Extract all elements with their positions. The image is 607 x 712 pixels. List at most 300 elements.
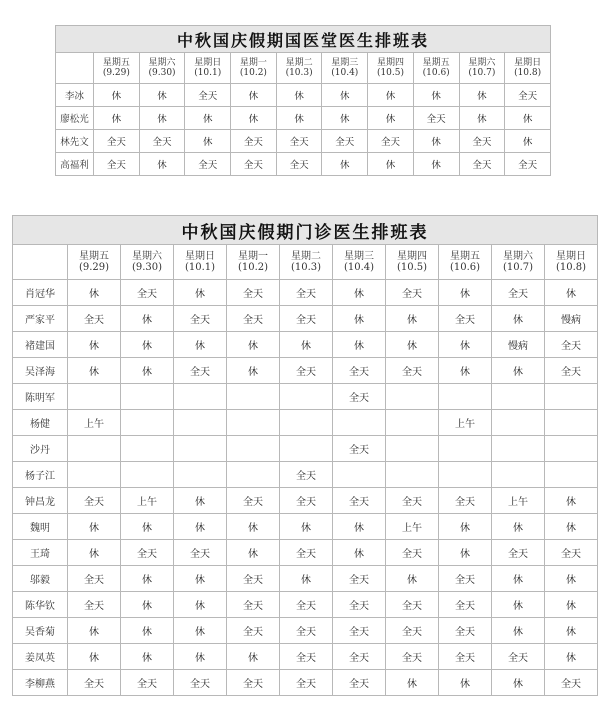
shift-cell: 全天 <box>121 670 174 696</box>
shift-cell: 休 <box>174 280 227 306</box>
shift-cell: 休 <box>386 332 439 358</box>
shift-cell: 全天 <box>386 540 439 566</box>
shift-cell: 休 <box>333 332 386 358</box>
shift-cell: 休 <box>505 130 551 153</box>
shift-cell: 休 <box>386 566 439 592</box>
doctor-name: 陈明军 <box>13 384 68 410</box>
shift-cell: 全天 <box>227 618 280 644</box>
shift-cell: 休 <box>185 107 231 130</box>
shift-cell: 休 <box>94 84 140 107</box>
doctor-row <box>13 566 598 592</box>
weekday-label: 星期一 <box>239 57 267 68</box>
shift-cell <box>174 436 227 462</box>
doctor-row <box>13 514 598 540</box>
shift-cell <box>386 436 439 462</box>
shift-cell: 休 <box>68 618 121 644</box>
shift-cell: 全天 <box>439 566 492 592</box>
shift-cell: 休 <box>492 358 545 384</box>
shift-cell: 全天 <box>185 84 231 107</box>
shift-cell: 休 <box>322 107 368 130</box>
shift-cell <box>227 384 280 410</box>
weekday-label: 星期五 <box>79 250 109 262</box>
doctor-row <box>13 540 598 566</box>
date-label: (9.30) <box>131 262 163 273</box>
header-row <box>56 53 551 84</box>
shift-cell: 休 <box>174 488 227 514</box>
doctor-name: 钟昌龙 <box>13 488 68 514</box>
shift-cell: 全天 <box>545 332 598 358</box>
shift-cell: 休 <box>492 670 545 696</box>
shift-cell: 休 <box>386 306 439 332</box>
shift-cell: 休 <box>545 280 598 306</box>
doctor-name: 姜凤英 <box>13 644 68 670</box>
shift-cell: 休 <box>333 280 386 306</box>
shift-cell: 全天 <box>280 644 333 670</box>
shift-cell: 休 <box>280 514 333 540</box>
shift-cell: 全天 <box>333 566 386 592</box>
shift-cell: 上午 <box>386 514 439 540</box>
shift-cell: 休 <box>505 107 551 130</box>
date-label: (9.29) <box>102 68 130 78</box>
shift-cell: 全天 <box>68 306 121 332</box>
shift-cell: 休 <box>439 358 492 384</box>
doctor-name: 陈华钦 <box>13 592 68 618</box>
shift-cell: 慢病 <box>545 306 598 332</box>
date-label: (9.29) <box>78 262 110 273</box>
header-row <box>13 245 598 280</box>
shift-cell <box>68 384 121 410</box>
date-label: (10.3) <box>285 68 313 78</box>
doctor-row <box>13 488 598 514</box>
shift-cell <box>121 462 174 488</box>
day-header <box>68 245 121 280</box>
shift-cell <box>545 436 598 462</box>
corner-cell <box>56 53 94 84</box>
shift-cell: 全天 <box>439 592 492 618</box>
date-label: (10.1) <box>194 68 222 78</box>
doctor-row <box>13 436 598 462</box>
shift-cell: 休 <box>368 153 414 176</box>
shift-cell: 休 <box>121 306 174 332</box>
shift-cell: 休 <box>439 670 492 696</box>
doctor-name: 廖松光 <box>56 107 94 130</box>
shift-cell: 休 <box>185 130 231 153</box>
shift-cell <box>439 462 492 488</box>
shift-cell: 休 <box>368 107 414 130</box>
shift-cell: 全天 <box>333 436 386 462</box>
shift-cell: 休 <box>121 618 174 644</box>
shift-cell: 全天 <box>492 280 545 306</box>
shift-cell: 全天 <box>174 358 227 384</box>
shift-cell: 休 <box>139 107 185 130</box>
day-header <box>139 53 185 84</box>
doctor-row <box>13 462 598 488</box>
shift-cell: 休 <box>227 644 280 670</box>
day-header <box>492 245 545 280</box>
doctor-name: 吴香菊 <box>13 618 68 644</box>
weekday-label: 星期六 <box>503 250 533 262</box>
shift-cell: 休 <box>439 540 492 566</box>
weekday-label: 星期六 <box>148 57 176 68</box>
shift-cell: 全天 <box>227 566 280 592</box>
day-header <box>333 245 386 280</box>
shift-cell: 休 <box>231 84 277 107</box>
doctor-name: 肖冠华 <box>13 280 68 306</box>
shift-cell: 休 <box>492 566 545 592</box>
shift-cell <box>227 410 280 436</box>
shift-cell: 全天 <box>68 488 121 514</box>
doctor-row <box>13 618 598 644</box>
shift-cell: 全天 <box>492 540 545 566</box>
shift-cell: 休 <box>68 358 121 384</box>
corner-cell <box>13 245 68 280</box>
shift-cell: 休 <box>139 84 185 107</box>
shift-cell: 全天 <box>68 592 121 618</box>
shift-cell: 全天 <box>386 488 439 514</box>
shift-cell: 全天 <box>185 153 231 176</box>
doctor-name: 高福利 <box>56 153 94 176</box>
shift-cell: 休 <box>121 358 174 384</box>
shift-cell: 休 <box>459 107 505 130</box>
doctor-name: 王琦 <box>13 540 68 566</box>
shift-cell <box>174 410 227 436</box>
shift-cell: 休 <box>368 84 414 107</box>
shift-cell: 全天 <box>231 153 277 176</box>
date-label: (10.4) <box>343 262 375 273</box>
shift-cell: 休 <box>333 514 386 540</box>
doctor-row <box>13 384 598 410</box>
shift-cell: 休 <box>174 618 227 644</box>
shift-cell: 全天 <box>280 618 333 644</box>
shift-cell: 全天 <box>139 130 185 153</box>
shift-cell: 全天 <box>459 153 505 176</box>
shift-cell: 休 <box>492 306 545 332</box>
day-header <box>439 245 492 280</box>
shift-cell: 休 <box>545 566 598 592</box>
shift-cell: 休 <box>413 84 459 107</box>
doctor-name: 褚建国 <box>13 332 68 358</box>
shift-cell: 全天 <box>545 540 598 566</box>
shift-cell <box>121 410 174 436</box>
shift-cell: 休 <box>174 566 227 592</box>
shift-cell: 休 <box>333 540 386 566</box>
shift-cell: 休 <box>174 514 227 540</box>
doctor-row <box>13 410 598 436</box>
shift-cell: 休 <box>121 566 174 592</box>
weekday-label: 星期四 <box>376 57 404 68</box>
doctor-name: 杨子江 <box>13 462 68 488</box>
day-header <box>94 53 140 84</box>
shift-cell: 全天 <box>333 644 386 670</box>
doctor-name: 严家平 <box>13 306 68 332</box>
weekday-label: 星期二 <box>291 250 321 262</box>
date-label: (9.30) <box>148 68 176 78</box>
shift-cell: 休 <box>322 84 368 107</box>
shift-cell: 休 <box>492 618 545 644</box>
shift-cell <box>492 410 545 436</box>
shift-cell: 全天 <box>276 130 322 153</box>
doctor-row <box>13 280 598 306</box>
date-label: (10.6) <box>422 68 450 78</box>
doctor-row <box>13 358 598 384</box>
weekday-label: 星期五 <box>450 250 480 262</box>
shift-cell: 全天 <box>94 130 140 153</box>
shift-cell: 全天 <box>386 280 439 306</box>
shift-cell: 休 <box>227 358 280 384</box>
shift-cell: 全天 <box>227 280 280 306</box>
shift-cell: 休 <box>545 644 598 670</box>
doctor-name: 魏明 <box>13 514 68 540</box>
date-label: (10.7) <box>468 68 496 78</box>
shift-cell <box>492 384 545 410</box>
shift-cell: 全天 <box>333 358 386 384</box>
shift-cell: 休 <box>68 644 121 670</box>
shift-cell: 休 <box>174 332 227 358</box>
date-label: (10.7) <box>502 262 534 273</box>
day-header <box>280 245 333 280</box>
weekday-label: 星期三 <box>344 250 374 262</box>
doctor-name: 吴泽海 <box>13 358 68 384</box>
shift-cell <box>386 410 439 436</box>
shift-cell: 全天 <box>386 358 439 384</box>
shift-cell: 休 <box>545 592 598 618</box>
shift-cell: 休 <box>174 644 227 670</box>
shift-cell: 休 <box>280 332 333 358</box>
shift-cell: 全天 <box>439 618 492 644</box>
weekday-label: 星期一 <box>238 250 268 262</box>
shift-cell: 休 <box>231 107 277 130</box>
date-label: (10.2) <box>239 68 267 78</box>
shift-cell: 全天 <box>505 153 551 176</box>
shift-cell <box>174 384 227 410</box>
shift-cell: 全天 <box>439 644 492 670</box>
shift-cell: 上午 <box>121 488 174 514</box>
shift-cell: 全天 <box>386 592 439 618</box>
shift-cell: 休 <box>68 540 121 566</box>
shift-cell: 休 <box>68 280 121 306</box>
doctor-row <box>13 670 598 696</box>
shift-cell: 全天 <box>368 130 414 153</box>
shift-cell: 休 <box>276 107 322 130</box>
shift-cell: 全天 <box>227 592 280 618</box>
shift-cell <box>333 462 386 488</box>
weekday-label: 星期六 <box>132 250 162 262</box>
shift-cell: 休 <box>227 540 280 566</box>
day-header <box>413 53 459 84</box>
weekday-label: 星期日 <box>194 57 222 68</box>
shift-cell: 全天 <box>280 670 333 696</box>
shift-cell: 全天 <box>413 107 459 130</box>
tcm-hall-schedule-table <box>55 25 551 176</box>
shift-cell: 全天 <box>121 540 174 566</box>
shift-cell: 全天 <box>94 153 140 176</box>
day-header <box>276 53 322 84</box>
shift-cell: 休 <box>121 514 174 540</box>
shift-cell: 全天 <box>459 130 505 153</box>
shift-cell <box>227 436 280 462</box>
shift-cell <box>492 462 545 488</box>
shift-cell: 休 <box>413 130 459 153</box>
shift-cell: 全天 <box>439 488 492 514</box>
shift-cell: 全天 <box>174 306 227 332</box>
shift-cell: 全天 <box>439 306 492 332</box>
doctor-name: 李冰 <box>56 84 94 107</box>
shift-cell: 全天 <box>280 540 333 566</box>
shift-cell: 全天 <box>386 644 439 670</box>
doctor-row <box>13 592 598 618</box>
shift-cell: 休 <box>276 84 322 107</box>
doctor-name: 杨健 <box>13 410 68 436</box>
shift-cell: 全天 <box>505 84 551 107</box>
weekday-label: 星期日 <box>185 250 215 262</box>
day-header <box>459 53 505 84</box>
shift-cell <box>439 384 492 410</box>
shift-cell <box>280 384 333 410</box>
shift-cell: 全天 <box>492 644 545 670</box>
doctor-row <box>13 644 598 670</box>
date-label: (10.8) <box>555 262 587 273</box>
date-label: (10.8) <box>514 68 542 78</box>
weekday-label: 星期四 <box>397 250 427 262</box>
shift-cell: 慢病 <box>492 332 545 358</box>
date-label: (10.6) <box>449 262 481 273</box>
shift-cell: 全天 <box>333 670 386 696</box>
shift-cell <box>280 410 333 436</box>
shift-cell: 上午 <box>439 410 492 436</box>
shift-cell: 全天 <box>280 592 333 618</box>
day-header <box>322 53 368 84</box>
shift-cell: 全天 <box>333 618 386 644</box>
doctor-row <box>13 332 598 358</box>
weekday-label: 星期五 <box>422 57 450 68</box>
day-header <box>505 53 551 84</box>
shift-cell: 全天 <box>333 488 386 514</box>
shift-cell: 休 <box>545 514 598 540</box>
date-label: (10.5) <box>396 262 428 273</box>
doctor-name: 沙丹 <box>13 436 68 462</box>
doctor-row <box>56 107 551 130</box>
day-header <box>231 53 277 84</box>
shift-cell: 休 <box>227 514 280 540</box>
doctor-name: 林先文 <box>56 130 94 153</box>
table-title: 中秋国庆假期门诊医生排班表 <box>13 216 598 245</box>
weekday-label: 星期五 <box>102 57 130 68</box>
shift-cell: 休 <box>322 153 368 176</box>
shift-cell: 全天 <box>280 280 333 306</box>
shift-cell: 休 <box>439 514 492 540</box>
shift-cell <box>174 462 227 488</box>
shift-cell <box>280 436 333 462</box>
day-header <box>227 245 280 280</box>
shift-cell: 全天 <box>227 306 280 332</box>
doctor-name: 李柳燕 <box>13 670 68 696</box>
shift-cell <box>439 436 492 462</box>
shift-cell <box>68 462 121 488</box>
date-label: (10.5) <box>376 68 404 78</box>
doctor-row <box>56 130 551 153</box>
day-header <box>121 245 174 280</box>
shift-cell: 全天 <box>280 358 333 384</box>
shift-cell: 全天 <box>322 130 368 153</box>
shift-cell: 全天 <box>280 462 333 488</box>
doctor-name: 邬毅 <box>13 566 68 592</box>
shift-cell: 休 <box>545 488 598 514</box>
day-header <box>185 53 231 84</box>
date-label: (10.2) <box>237 262 269 273</box>
shift-cell: 休 <box>545 618 598 644</box>
shift-cell <box>121 436 174 462</box>
shift-cell: 全天 <box>333 592 386 618</box>
shift-cell: 全天 <box>68 566 121 592</box>
table-title: 中秋国庆假期国医堂医生排班表 <box>56 26 551 53</box>
shift-cell <box>68 436 121 462</box>
shift-cell: 全天 <box>174 540 227 566</box>
shift-cell: 休 <box>459 84 505 107</box>
weekday-label: 星期六 <box>468 57 496 68</box>
shift-cell <box>333 410 386 436</box>
shift-cell: 休 <box>121 644 174 670</box>
shift-cell: 休 <box>280 566 333 592</box>
shift-cell: 休 <box>492 592 545 618</box>
doctor-row <box>56 84 551 107</box>
shift-cell: 全天 <box>386 618 439 644</box>
shift-cell: 全天 <box>121 280 174 306</box>
shift-cell: 休 <box>439 280 492 306</box>
shift-cell: 休 <box>174 592 227 618</box>
shift-cell: 全天 <box>227 488 280 514</box>
doctor-row <box>56 153 551 176</box>
shift-cell: 休 <box>139 153 185 176</box>
shift-cell: 休 <box>68 514 121 540</box>
shift-cell: 全天 <box>280 488 333 514</box>
shift-cell: 休 <box>94 107 140 130</box>
shift-cell <box>386 384 439 410</box>
shift-cell <box>386 462 439 488</box>
shift-cell <box>492 436 545 462</box>
shift-cell: 全天 <box>280 306 333 332</box>
shift-cell: 上午 <box>492 488 545 514</box>
date-label: (10.3) <box>290 262 322 273</box>
shift-cell <box>545 410 598 436</box>
shift-cell: 休 <box>121 332 174 358</box>
shift-cell: 休 <box>439 332 492 358</box>
shift-cell <box>121 384 174 410</box>
shift-cell: 休 <box>68 332 121 358</box>
date-label: (10.4) <box>331 68 359 78</box>
shift-cell: 休 <box>333 306 386 332</box>
shift-cell: 休 <box>227 332 280 358</box>
shift-cell: 全天 <box>545 358 598 384</box>
shift-cell: 全天 <box>227 670 280 696</box>
day-header <box>174 245 227 280</box>
weekday-label: 星期日 <box>514 57 542 68</box>
shift-cell: 休 <box>413 153 459 176</box>
day-header <box>386 245 439 280</box>
weekday-label: 星期二 <box>285 57 313 68</box>
weekday-label: 星期三 <box>331 57 359 68</box>
day-header <box>368 53 414 84</box>
shift-cell: 上午 <box>68 410 121 436</box>
shift-cell <box>545 384 598 410</box>
shift-cell <box>227 462 280 488</box>
shift-cell: 全天 <box>545 670 598 696</box>
shift-cell: 全天 <box>333 384 386 410</box>
shift-cell: 全天 <box>68 670 121 696</box>
shift-cell: 全天 <box>276 153 322 176</box>
shift-cell: 全天 <box>231 130 277 153</box>
shift-cell: 休 <box>121 592 174 618</box>
shift-cell: 休 <box>492 514 545 540</box>
